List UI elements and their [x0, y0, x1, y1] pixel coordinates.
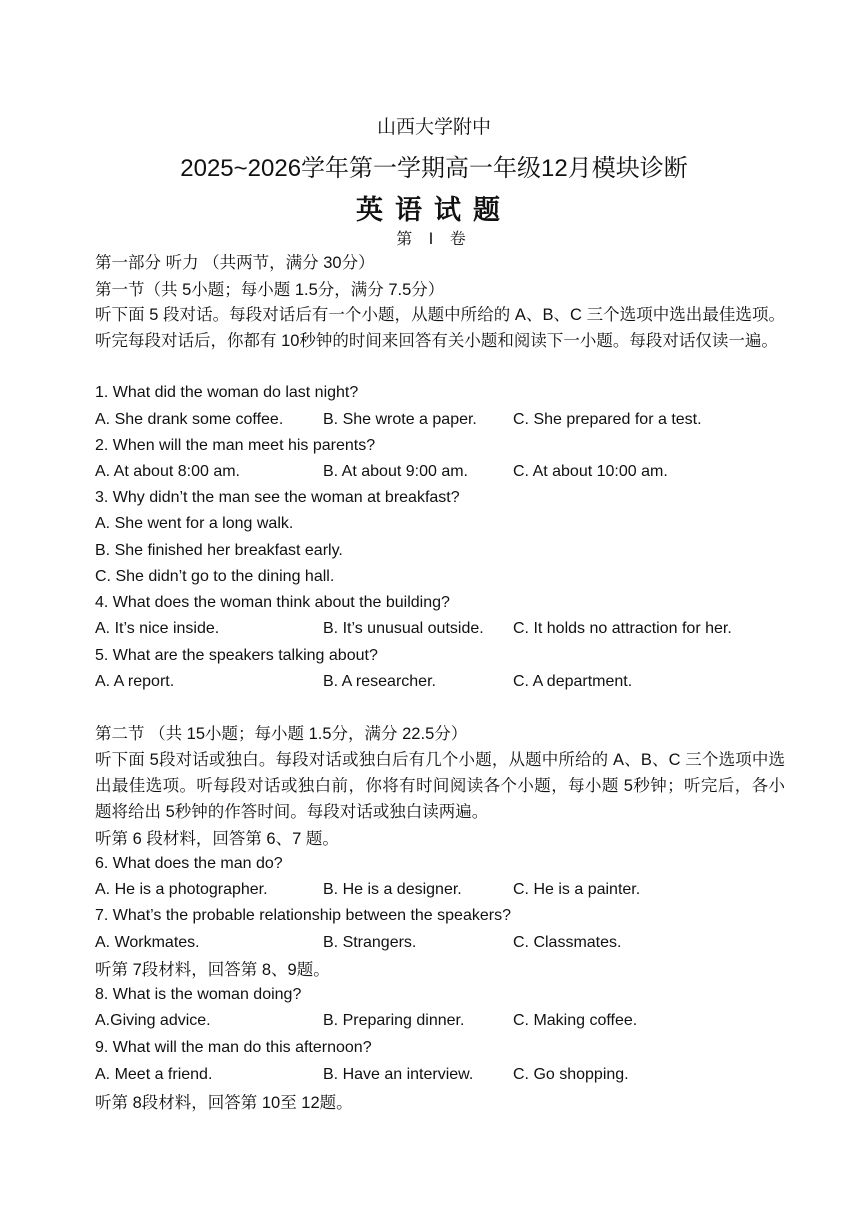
q1-option-a: A. She drank some coffee. — [95, 411, 284, 428]
q5-option-c: C. A department. — [513, 673, 633, 690]
q3-option-c: C. She didn’t go to the dining hall. — [95, 568, 335, 585]
q9-option-a: A. Meet a friend. — [95, 1066, 213, 1083]
q5-option-b: B. A researcher. — [323, 673, 436, 690]
q3-option-b: B. She finished her breakfast early. — [95, 542, 343, 559]
material-note-8: 听第 8段材料，回答第 10至 12题。 — [95, 1094, 353, 1112]
q9-option-c: C. Go shopping. — [513, 1066, 629, 1083]
school-name: 山西大学附中 — [376, 117, 491, 138]
q2-option-b: B. At about 9:00 am. — [323, 463, 468, 480]
question-3: 3. Why didn’t the man see the woman at breakfast? — [95, 489, 460, 506]
q8-option-c: C. Making coffee. — [513, 1012, 638, 1029]
exam-title: 2025~2026学年第一学期高一年级12月模块诊断 — [180, 155, 688, 182]
part1-heading: 第一部分 听力 （共两节，满分 30分） — [95, 254, 375, 272]
material-note-6: 听第 6 段材料，回答第 6、7 题。 — [95, 830, 339, 848]
section2-heading: 第二节 （共 15小题；每小题 1.5分，满分 22.5分） — [95, 725, 468, 743]
q7-option-b: B. Strangers. — [323, 934, 417, 951]
section2-instruction: 听下面 5段对话或独白。每段对话或独白后有几个小题，从题中所给的 A、B、C 三个选项中选出最佳选项。听每段对话或独白前，你将有时间阅读各个小题，每小题 5秒钟；听完后，各小题将给出 5秒钟的作答时间。每段对话或独白读两遍。 — [95, 751, 785, 821]
question-8: 8. What is the woman doing? — [95, 986, 302, 1003]
question-1: 1. What did the woman do last night? — [95, 384, 359, 401]
question-9: 9. What will the man do this afternoon? — [95, 1039, 372, 1056]
question-6: 6. What does the man do? — [95, 855, 283, 872]
subject-title: 英语试题 — [356, 195, 512, 226]
q1-option-c: C. She prepared for a test. — [513, 411, 702, 428]
q4-option-c: C. It holds no attraction for her. — [513, 620, 732, 637]
section1-heading: 第一节（共 5小题；每小题 1.5分，满分 7.5分） — [95, 281, 445, 299]
volume-label: 第 Ⅰ 卷 — [396, 231, 472, 248]
section1-instruction: 听下面 5 段对话。每段对话后有一个小题，从题中所给的 A、B、C 三个选项中选出最佳选项。听完每段对话后，你都有 10秒钟的时间来回答有关小题和阅读下一小题。每段对话仅读一遍。 — [95, 306, 785, 350]
q6-option-b: B. He is a designer. — [323, 881, 462, 898]
q6-option-c: C. He is a painter. — [513, 881, 641, 898]
question-5: 5. What are the speakers talking about? — [95, 647, 378, 664]
q7-option-c: C. Classmates. — [513, 934, 622, 951]
question-7: 7. What’s the probable relationship between the speakers? — [95, 907, 511, 924]
q5-option-a: A. A report. — [95, 673, 175, 690]
q9-option-b: B. Have an interview. — [323, 1066, 474, 1083]
q8-option-b: B. Preparing dinner. — [323, 1012, 465, 1029]
q8-option-a: A.Giving advice. — [95, 1012, 211, 1029]
q1-option-b: B. She wrote a paper. — [323, 411, 477, 428]
q4-option-a: A. It’s nice inside. — [95, 620, 220, 637]
q3-option-a: A. She went for a long walk. — [95, 515, 294, 532]
question-4: 4. What does the woman think about the building? — [95, 594, 450, 611]
q6-option-a: A. He is a photographer. — [95, 881, 268, 898]
q2-option-a: A. At about 8:00 am. — [95, 463, 240, 480]
question-2: 2. When will the man meet his parents? — [95, 437, 376, 454]
q4-option-b: B. It’s unusual outside. — [323, 620, 484, 637]
q7-option-a: A. Workmates. — [95, 934, 200, 951]
q2-option-c: C. At about 10:00 am. — [513, 463, 668, 480]
material-note-7: 听第 7段材料，回答第 8、9题。 — [95, 961, 330, 979]
